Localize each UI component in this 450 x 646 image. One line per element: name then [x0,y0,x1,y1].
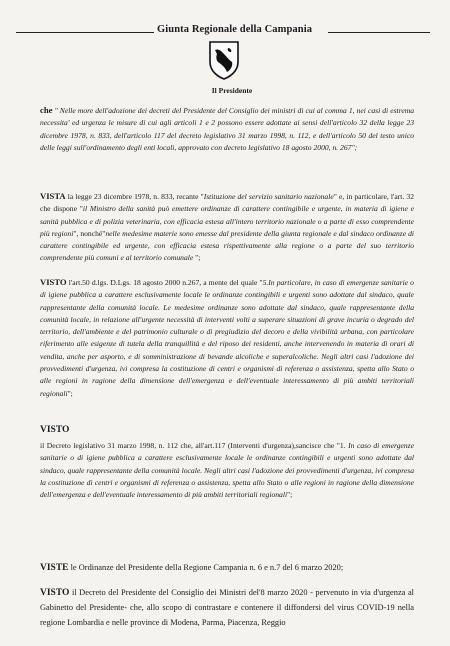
paragraph-che [40,104,414,154]
header-rule-left [16,32,154,33]
paragraph-vista-legge [40,190,414,265]
paragraph-text: " e, in particolare, l'art. 32 che dispone " [40,192,414,214]
paragraph-visto-art50 [40,276,414,400]
paragraph-lead: VISTA [40,191,66,201]
header-title: Giunta Regionale della Campania [157,24,313,35]
paragraph-text: le Ordinanze del Presidente della Regione Campania n. 6 e n.7 del 6 marzo 2020; [68,563,344,572]
paragraph-text: la legge 23 dicembre 1978, n. 833, recante " [65,192,204,201]
paragraph-lead: VISTE [40,563,69,573]
paragraph-quote: Istituzione del servizio sanitario nazionale [203,192,334,201]
paragraph-text: l'art.50 d.lgs. D.Lgs. 18 agosto 2000 n.267, a mente del quale " [66,278,263,287]
paragraph-quote: nelle medesime materie sono emesse dal presidente della giunta regionale e dal sindaco ordinanze di carattere contingibile ed urgente, con efficacia estesa rispettivamente alla regione o a parte del suo territorio comprendente più comuni e al territorio comunale [40,228,414,263]
paragraph-lead: VISTO [40,588,70,598]
paragraph-lead: VISTO [40,277,67,287]
paragraph-quote: In caso di emergenze sanitarie o di igiene pubblica a carattere esclusivamente locale le ordinanze contingibili e urgenti sono adottate dal sindaco, quale rappresentante della comunità locale. Negli altri casi l'adozione dei provvedimenti d'urgenza, ivi compresa la costituzione di centri e organismi di referenza o assistenza, spetta allo Stato o alle regioni in ragione della dimensione dell'emergenza e dell'eventuale interessamento di più ambiti territoriali regionali [40,441,414,500]
document-subtitle: Il Presidente [211,86,253,95]
paragraph-text: ", nonché" [73,228,106,238]
paragraph-text: "; [67,388,73,398]
paragraph-text: "; [287,490,293,500]
paragraph-lead: che [40,105,53,115]
header-rule-right [328,32,430,33]
paragraph-text: "; [193,253,201,263]
paragraph-quote: " Nelle more dell'adozione dei decreti del Presidente del Consiglio dei ministri di cui al comma 1, nei casi di estrema necessita' ed urgenza le misure di cui agli articoli 1 e 2 possono essere adottate ai sensi dell'articolo 32 della legge 23 dicembre 1978, n. 833, dell'articolo 117 del decreto legislativo 31 marzo 1998, n. 112, e dell'articolo 50 del testo unico delle leggi sull'ordinamento degli enti locali, approvato con decreto legislativo 18 agosto 2000, n. 267"; [40,106,414,152]
paragraph-quote: il Ministro della sanità può emettere ordinanze di carattere contingibile e urgente, in materia di igiene e sanità pubblica e di polizia veterinaria, con efficacia estesa all'intero territorio nazionale o a parte di esso comprendente più regioni [40,204,415,238]
paragraph-text: il Decreto del Presidente del Consiglio dei Ministri del'8 marzo 2020 - pervenuto in via d'urgenza al Gabinetto del Presidente- che, allo scopo di contrastare e contenere il diffondersi del virus COVID-19 nella regione Lombardia e nelle province di Modena, Parma, Piacenza, Reggio [40,588,414,627]
region-coat-of-arms-icon [207,40,241,80]
paragraph-text: il Decreto legislativo 31 marzo 1998, n. 112 che, all'art.117 (Interventi d'urgenza),sancisce che "1. [40,441,349,450]
paragraph-visto-dpcm [40,586,414,630]
paragraph-quote: 5.In particolare, in caso di emergenze sanitarie o di igiene pubblica a carattere esclusivamente locale le ordinanze contingibili e urgenti sono adottate dal sindaco, quale rappresentante della comunità locale. Le medesime ordinanze sono adottate dal sindaco, quale rappresentante della comunità locale, in relazione all'urgente necessità di interventi volti a superare situazioni di grave incuria o degrado del territorio, dell'ambiente e del patrimonio culturale o di pregiudizio del decoro e della vivibilità urbana, con particolare riferimento alle esigenze di tutela della tranquillità e del riposo dei residenti, anche intervenendo in materia di orari di vendita, anche per asporto, e di somministrazione di bevande alcoliche e superalcoliche. Negli altri casi l'adozione dei provvedimenti d'urgenza, ivi compresa la costituzione di centri e organismi di referenza o assistenza, spetta allo Stato o alle regioni in ragione della dimensione dell'emergenza e dell'eventuale interessamento di più ambiti territoriali regionali [40,278,414,398]
paragraph-visto-dlgs112 [40,440,414,501]
paragraph-viste-ordinanze [40,561,414,576]
paragraph-lead: VISTO [40,425,70,435]
